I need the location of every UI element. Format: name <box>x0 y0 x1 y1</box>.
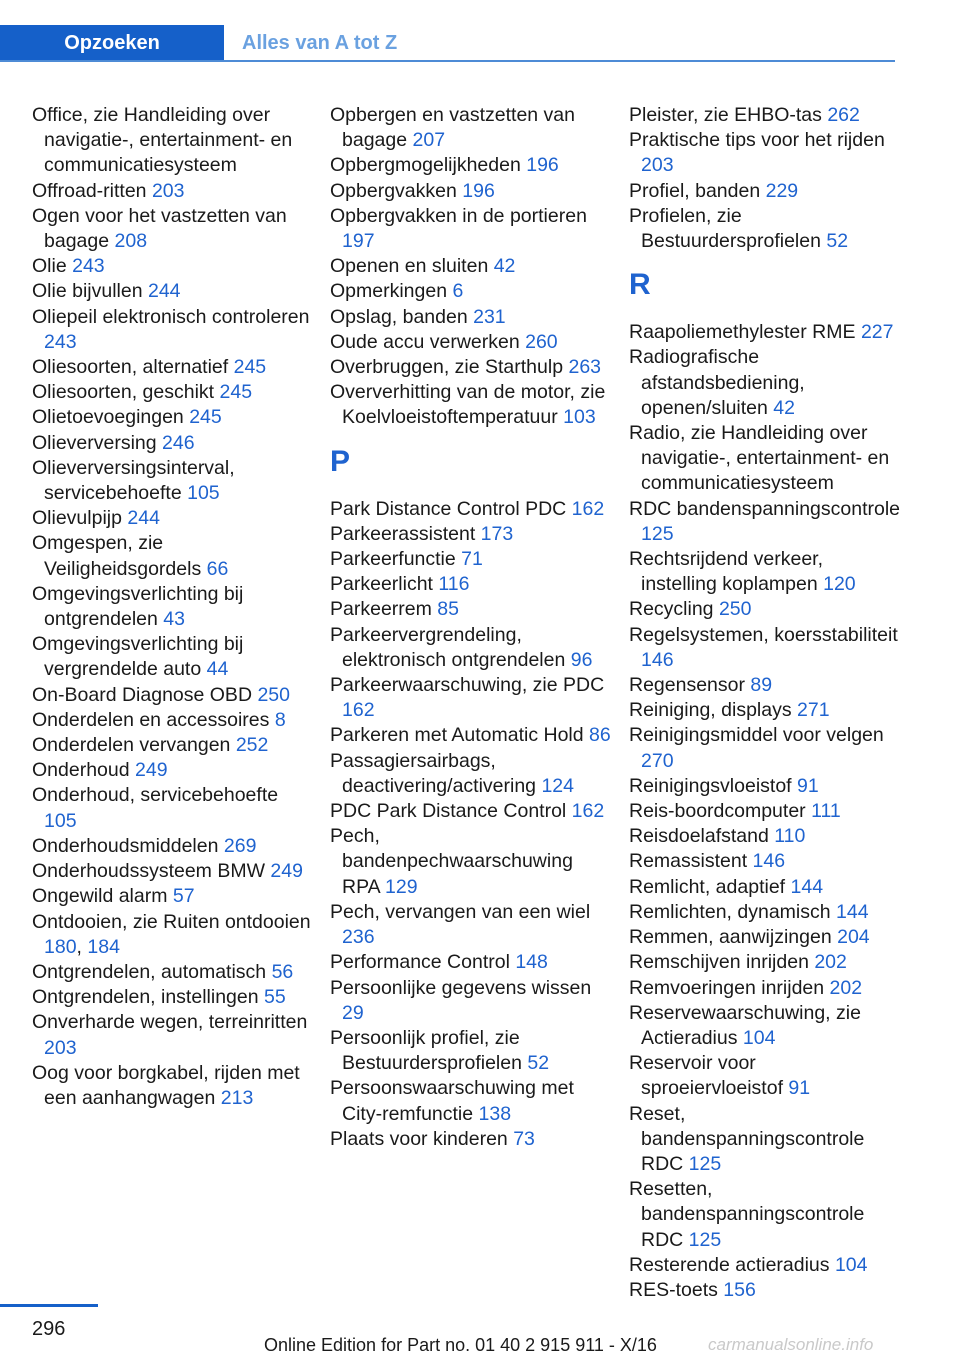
edition-note: Online Edition for Part no. 01 40 2 915 911 - X/16 <box>264 1335 657 1355</box>
index-entry <box>330 279 612 304</box>
page-link[interactable]: 262 <box>827 104 860 126</box>
index-entry <box>629 597 901 622</box>
index-entry <box>32 456 314 506</box>
page-link[interactable]: 144 <box>836 900 869 923</box>
index-entry <box>330 597 612 622</box>
index-term: Reinigingsvloeistof <box>629 774 798 797</box>
page-link[interactable]: 236 <box>342 926 375 949</box>
index-term: Performance Control <box>330 951 516 974</box>
index-term: Onderhoudsmiddelen <box>32 834 224 857</box>
page-link[interactable]: 148 <box>515 951 548 974</box>
page-link[interactable]: 250 <box>718 598 752 621</box>
page-link[interactable]: 103 <box>563 406 596 429</box>
page-link[interactable]: 85 <box>437 598 459 621</box>
page-link[interactable]: 6 <box>452 280 464 303</box>
page-link[interactable]: 120 <box>823 573 856 596</box>
index-entry <box>330 1026 612 1076</box>
index-entry <box>629 547 901 597</box>
index-term: Radiografische afstandsbediening, openen/sluiten <box>629 346 805 419</box>
index-entry <box>629 673 901 698</box>
page-link[interactable]: 269 <box>223 834 257 857</box>
index-entry <box>330 1076 612 1126</box>
index-term: Oliesoorten, geschikt <box>32 381 220 404</box>
index-term: Opbergvakken <box>330 179 463 202</box>
index-entry <box>629 1177 901 1253</box>
page-link[interactable]: 43 <box>163 608 185 631</box>
index-term: RDC bandenspanningscontrole <box>629 497 901 520</box>
page-link[interactable]: 129 <box>385 875 418 898</box>
index-term: Remlichten, dynamisch <box>629 900 836 923</box>
index-term: Ogen voor het vastzetten van bagage <box>32 204 287 253</box>
index-entry <box>32 632 314 682</box>
index-entry <box>330 900 612 950</box>
index-term: Raapoliemethylester RME <box>629 321 861 344</box>
page-link[interactable]: 125 <box>688 1228 722 1251</box>
page-link[interactable]: 146 <box>641 648 674 671</box>
index-letter: P <box>330 444 351 478</box>
index-term: Pech, vervangen van een wiel <box>330 900 591 923</box>
index-term: Ontgrendelen, instellingen <box>32 986 264 1009</box>
page-link[interactable]: 197 <box>342 230 375 253</box>
index-term: Onverharde wegen, terreinritten <box>32 1011 308 1034</box>
page-link[interactable]: 57 <box>172 885 195 908</box>
footer-rule <box>0 1304 98 1307</box>
page-link[interactable]: 104 <box>742 1026 776 1049</box>
index-entry <box>32 758 314 783</box>
page-link[interactable]: 116 <box>438 573 470 596</box>
index-term: Onderhoud, servicebehoefte <box>32 784 279 807</box>
index-entry <box>330 305 612 330</box>
index-entry <box>32 708 314 733</box>
index-entry <box>32 305 314 355</box>
page-link[interactable]: 203 <box>151 179 185 202</box>
page-link[interactable]: 263 <box>568 356 602 379</box>
index-entry <box>330 254 612 279</box>
index-term: Praktische tips voor het rijden <box>629 129 885 152</box>
index-entry <box>32 103 314 179</box>
index-entry <box>629 179 901 204</box>
index-term: Reservoir voor sproeiervloeistof <box>629 1052 789 1100</box>
page-link[interactable]: 162 <box>571 497 605 520</box>
page-link[interactable]: 246 <box>162 431 195 454</box>
index-term: Oude accu verwerken <box>330 330 526 353</box>
index-column-3 <box>629 103 901 1303</box>
page-link[interactable]: 180 <box>44 935 77 958</box>
index-entry <box>330 673 612 723</box>
page-link[interactable]: 42 <box>773 396 795 419</box>
index-term: Ontgrendelen, automatisch <box>32 960 272 983</box>
index-term: Onderdelen en accessoires <box>32 708 275 731</box>
index-entry <box>32 380 314 405</box>
page-link[interactable]: 66 <box>206 557 229 580</box>
index-entry <box>330 179 612 204</box>
index-term: Office, zie Handleiding over navigatie-, entertainment- en communicatiesysteem <box>32 104 293 177</box>
index-entry <box>32 582 314 632</box>
index-term: Oververhitting van de motor, zie Koelvloeistoftemperatuur <box>330 381 606 429</box>
index-term: Regelsystemen, koersstabiliteit <box>629 623 898 646</box>
index-entry <box>629 497 901 547</box>
index-entry <box>32 355 314 380</box>
index-term: Omgevingsverlichting bij vergrendelde auto <box>32 633 244 681</box>
page-link[interactable]: 146 <box>752 850 786 873</box>
index-entry <box>32 254 314 279</box>
index-term: Resterende actieradius <box>629 1253 835 1276</box>
page-link[interactable]: 249 <box>135 759 168 782</box>
index-entry <box>629 774 901 799</box>
index-term: Regensensor <box>629 674 751 697</box>
index-column-2 <box>330 103 612 1152</box>
index-entry <box>629 345 901 421</box>
page-link[interactable]: 203 <box>641 154 674 177</box>
index-entry <box>629 723 901 773</box>
page-link[interactable]: 173 <box>480 522 514 545</box>
index-column-1 <box>32 103 314 1111</box>
page-link[interactable]: 202 <box>814 951 847 974</box>
index-term: Reisdoelafstand <box>629 825 775 848</box>
index-term: Remschijven inrijden <box>629 951 815 974</box>
index-entry <box>330 799 612 824</box>
index-term: Radio, zie Handleiding over navigatie-, entertainment- en communicatiesysteem <box>629 422 890 495</box>
index-term: Reiniging, displays <box>629 699 798 722</box>
page-link[interactable]: 42 <box>493 255 516 278</box>
header <box>0 0 895 62</box>
index-entry <box>32 884 314 909</box>
index-entry <box>629 320 901 345</box>
index-entry <box>32 985 314 1010</box>
page-link[interactable]: 227 <box>860 321 894 344</box>
index-term: Offroad-ritten <box>32 179 152 202</box>
page-link[interactable]: 243 <box>72 255 105 278</box>
page-link[interactable]: 208 <box>114 230 148 253</box>
page-link[interactable]: 91 <box>788 1077 811 1100</box>
page-link[interactable]: 196 <box>462 179 495 202</box>
page-link[interactable]: 184 <box>87 935 120 958</box>
index-term: Omgespen, zie Veiligheidsgordels <box>32 532 207 580</box>
index-entry <box>32 431 314 456</box>
index-entry <box>32 733 314 758</box>
index-entry <box>330 103 612 153</box>
index-entry <box>32 783 314 833</box>
index-entry <box>629 1051 901 1101</box>
index-term: RES-toets <box>629 1278 724 1301</box>
page-link[interactable]: 89 <box>750 674 773 697</box>
index-term: Opslag, banden <box>330 305 474 328</box>
index-entry <box>629 698 901 723</box>
index-entry <box>330 1127 612 1152</box>
index-term: Olie bijvullen <box>32 280 148 303</box>
page-link[interactable]: 124 <box>541 774 574 797</box>
page-link[interactable]: 204 <box>837 926 870 949</box>
index-entry <box>629 1001 901 1051</box>
index-entry <box>330 572 612 597</box>
page-link[interactable]: 231 <box>473 305 506 328</box>
index-entry <box>330 976 612 1026</box>
page-link[interactable]: 252 <box>235 734 269 757</box>
index-entry <box>629 103 901 128</box>
index-entry <box>629 875 901 900</box>
index-entry <box>629 950 901 975</box>
index-entry <box>330 522 612 547</box>
index-term: Rechtsrijdend verkeer, instelling koplampen <box>629 548 824 596</box>
index-entry <box>32 683 314 708</box>
index-entry <box>32 506 314 531</box>
page-link[interactable]: 156 <box>723 1278 756 1301</box>
page-link[interactable]: 55 <box>264 986 286 1009</box>
index-term: Oliepeil elektronisch controleren <box>32 305 310 328</box>
index-term: Reservewaarschuwing, zie Actieradius <box>629 1001 861 1049</box>
index-entry <box>330 547 612 572</box>
index-term: Profiel, banden <box>629 179 766 202</box>
index-entry <box>32 910 314 960</box>
page-link[interactable]: 105 <box>44 809 77 832</box>
index-term: Olietoevoegingen <box>32 406 190 429</box>
page-link[interactable]: 203 <box>44 1036 77 1059</box>
page-link[interactable]: 138 <box>478 1102 512 1125</box>
page-link[interactable]: 245 <box>219 381 253 404</box>
index-term: Reinigingsmiddel voor velgen <box>629 724 884 747</box>
page-link[interactable]: 229 <box>765 179 799 202</box>
page-link[interactable]: 105 <box>187 482 220 505</box>
index-term: Profielen, zie Bestuurdersprofielen <box>629 204 827 253</box>
page-link[interactable]: 202 <box>829 976 863 999</box>
index-term: Olieverversingsinterval, servicebehoefte <box>32 456 235 505</box>
index-entry <box>330 723 612 748</box>
page-number: 296 <box>32 1318 66 1340</box>
index-term: Oliesoorten, alternatief <box>32 356 234 379</box>
index-entry <box>330 497 612 522</box>
page-link[interactable]: 250 <box>257 683 290 706</box>
index-term: Olieverversing <box>32 431 163 454</box>
index-entry <box>629 976 901 1001</box>
index-entry <box>629 1253 901 1278</box>
index-entry <box>330 824 612 900</box>
index-term: Parkeerlicht <box>330 573 439 596</box>
page-link[interactable]: 111 <box>811 800 841 823</box>
page-link[interactable]: 56 <box>271 960 294 983</box>
page-link[interactable]: 245 <box>189 406 222 429</box>
index-entry <box>330 355 612 380</box>
index-entry <box>330 330 612 355</box>
index-term: Resetten, bandenspanningscontrole RDC <box>629 1178 865 1251</box>
index-term: On-Board Diagnose OBD <box>32 683 258 706</box>
index-entry <box>629 1278 901 1303</box>
index-entry <box>32 1010 314 1060</box>
index-term: Persoonswaarschuwing met City-remfunctie <box>330 1077 574 1125</box>
index-entry <box>629 204 901 254</box>
page-link[interactable]: 104 <box>834 1253 868 1276</box>
index-entry <box>330 623 612 673</box>
index-term: Opbergen en vastzetten van bagage <box>330 104 575 152</box>
index-term: Omgevingsverlichting bij ontgrendelen <box>32 582 244 631</box>
index-term: Ontdooien, zie Ruiten ontdooien <box>32 910 311 933</box>
page-link[interactable]: 245 <box>233 356 267 379</box>
tab-alles-van-a-tot-z[interactable]: Alles van A tot Z <box>242 32 398 54</box>
page-link[interactable]: 110 <box>774 825 806 848</box>
index-entry <box>330 950 612 975</box>
index-term: Olie <box>32 255 73 278</box>
index-entry <box>629 421 901 497</box>
page-link[interactable]: 52 <box>826 230 849 253</box>
page-link[interactable]: 213 <box>220 1086 254 1109</box>
index-term: Openen en sluiten <box>330 255 494 278</box>
index-term: Opmerkingen <box>330 280 453 303</box>
page-link[interactable]: 86 <box>589 724 611 747</box>
index-entry <box>32 531 314 581</box>
index-entry <box>629 849 901 874</box>
page-link[interactable]: 8 <box>274 708 286 731</box>
index-entry <box>629 925 901 950</box>
index-entry <box>330 749 612 799</box>
page-separator: , <box>76 935 88 958</box>
page-link[interactable]: 249 <box>270 860 303 883</box>
index-term: PDC Park Distance Control <box>330 800 572 823</box>
index-term: Parkeerassistent <box>330 522 481 545</box>
page-link[interactable]: 243 <box>44 330 77 353</box>
index-term: Remassistent <box>629 850 753 873</box>
index-term: Plaats voor kinderen <box>330 1127 514 1150</box>
index-entry <box>330 153 612 178</box>
index-entry <box>32 405 314 430</box>
index-entry <box>330 204 612 254</box>
index-entry <box>32 1061 314 1111</box>
index-term: Olievulpijp <box>32 507 128 530</box>
page-link[interactable]: 207 <box>412 129 446 152</box>
page-link[interactable]: 260 <box>525 330 558 353</box>
index-term: Opbergmogelijkheden <box>330 154 527 177</box>
index-term: Onderhoud <box>32 759 135 782</box>
page-link[interactable]: 162 <box>571 800 605 823</box>
index-entry <box>32 960 314 985</box>
page-link[interactable]: 125 <box>688 1152 722 1175</box>
index-entry <box>629 128 901 178</box>
index-entry <box>32 179 314 204</box>
index-term: Passagiersairbags, deactivering/activering <box>330 749 542 797</box>
index-term: Remmen, aanwijzingen <box>629 926 838 949</box>
page-link[interactable]: 162 <box>342 699 375 722</box>
index-term: Onderhoudssysteem BMW <box>32 860 271 883</box>
index-term: Persoonlijke gegevens wissen <box>330 976 592 999</box>
page-link[interactable]: 244 <box>147 280 181 303</box>
index-term: Recycling <box>629 598 719 621</box>
index-entry <box>629 1102 901 1178</box>
index-term: Park Distance Control PDC <box>330 497 572 520</box>
index-term: Remvoeringen inrijden <box>629 976 830 999</box>
index-entry <box>629 623 901 673</box>
index-term: Opbergvakken in de portieren <box>330 204 587 227</box>
page-link[interactable]: 125 <box>641 522 674 545</box>
index-term: Remlicht, adaptief <box>629 875 791 898</box>
index-term: Parkeerrem <box>330 598 438 621</box>
page-link[interactable]: 271 <box>797 699 830 722</box>
index-entry <box>32 204 314 254</box>
index-term: Ongewild alarm <box>32 885 173 908</box>
index-term: Reis-boordcomputer <box>629 800 812 823</box>
index-term: Parkeervergrendeling, elektronisch ontgrendelen <box>330 623 571 671</box>
index-term: Parkeerwaarschuwing, zie PDC <box>330 674 605 697</box>
page-link[interactable]: 144 <box>790 875 824 898</box>
tab-opzoeken[interactable]: Opzoeken <box>0 25 224 62</box>
index-term: Onderdelen vervangen <box>32 734 236 757</box>
index-term: Parkeerfunctie <box>330 548 462 571</box>
page-link[interactable]: 52 <box>527 1052 550 1075</box>
page-link[interactable]: 73 <box>513 1127 535 1150</box>
index-letter: R <box>629 268 651 302</box>
page-link[interactable]: 44 <box>206 658 229 681</box>
index-entry <box>330 380 612 430</box>
index-term: Overbruggen, zie Starthulp <box>330 356 569 379</box>
index-entry <box>32 834 314 859</box>
watermark: carmanualsonline.info <box>708 1335 874 1354</box>
header-rule <box>0 60 895 62</box>
page-link[interactable]: 96 <box>570 648 593 671</box>
index-term: Pech, bandenpechwaarschuwing RPA <box>330 825 573 898</box>
page-link[interactable]: 270 <box>641 749 674 772</box>
index-term: Oog voor borgkabel, rijden met een aanhangwagen <box>32 1061 300 1109</box>
index-entry <box>32 279 314 304</box>
page-link[interactable]: 71 <box>461 548 483 571</box>
index-term: Parkeren met Automatic Hold <box>330 724 590 747</box>
page-link[interactable]: 91 <box>797 774 819 797</box>
index-term: Pleister, zie EHBO-tas <box>629 104 828 126</box>
page-link[interactable]: 196 <box>526 154 559 177</box>
index-term: Persoonlijk profiel, zie Bestuurdersprofielen <box>330 1026 528 1075</box>
index-entry <box>32 859 314 884</box>
index-term: Reset, bandenspanningscontrole RDC <box>629 1102 865 1175</box>
index-entry <box>629 824 901 849</box>
index-entry <box>629 900 901 925</box>
page-link[interactable]: 244 <box>127 507 160 530</box>
page-link[interactable]: 29 <box>342 1001 364 1024</box>
index-entry <box>629 799 901 824</box>
